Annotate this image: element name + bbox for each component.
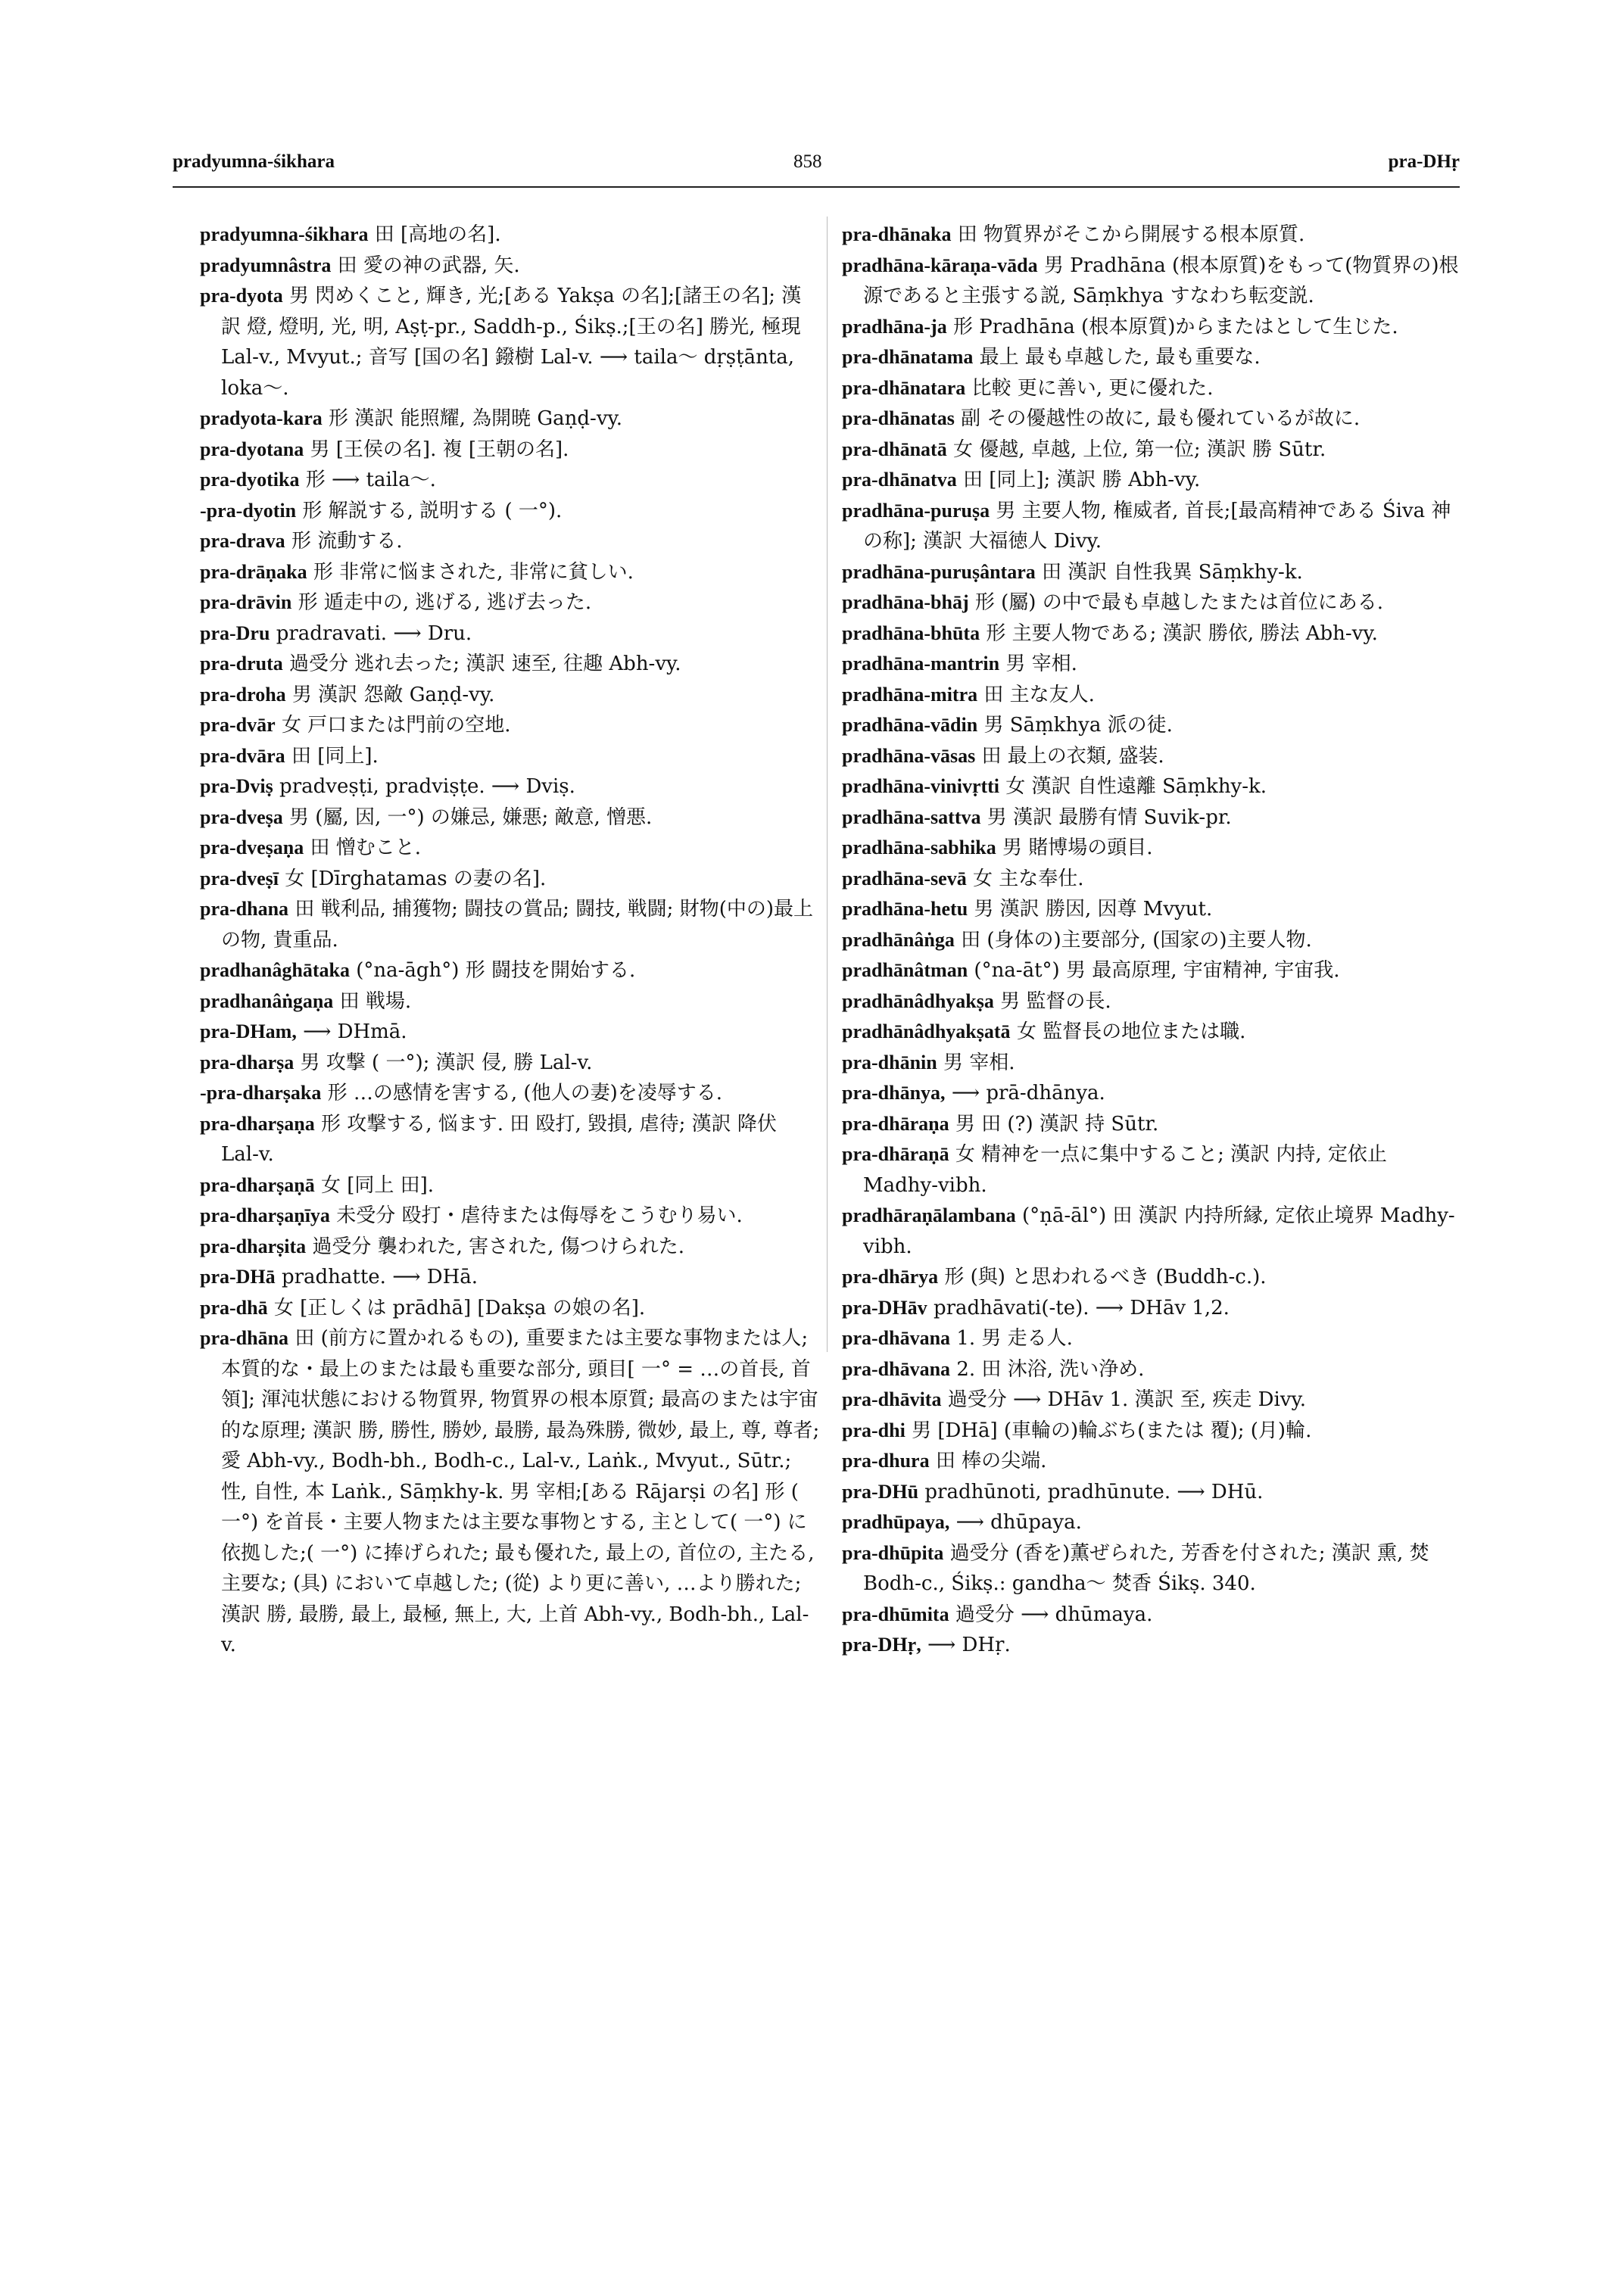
entry-headword: pradhāna-puruṣa xyxy=(842,499,990,522)
dictionary-entry xyxy=(842,864,1463,895)
entry-headword: pradhāna-sattva xyxy=(842,805,981,828)
dictionary-entry xyxy=(200,894,821,955)
header-right-headword: pra-DHṛ xyxy=(1388,151,1460,172)
entry-definition: 田 [同上]. xyxy=(291,744,379,768)
dictionary-entry xyxy=(842,1538,1463,1600)
entry-definition: (°na-āgh°) 形 闘技を開始する. xyxy=(356,959,636,982)
entry-definition: 形 …の感情を害する, (他人の妻)を凌辱する. xyxy=(327,1082,722,1104)
entry-headword: pra-DHū xyxy=(842,1480,919,1503)
entry-headword: pra-dhāvana xyxy=(842,1327,951,1349)
dictionary-entry xyxy=(200,281,821,403)
entry-definition: 田 (前方に置かれるもの), 重要または主要な事物または人; 本質的な・最上のまたは最も重要な部分, 頭目[ 一° = …の首長, 首領]; 渾沌状態における物質界, 物質界の根本原質; 最高のまたは宇宙的な原理; 漢訳 勝, 勝性, 勝妙, 最勝, 最為殊勝, 微妙, 最上, 尊, 尊者; 愛 Abh-vy., Bodh-bh., Bodh-c., Lal-v., Laṅk., Mvyut., Sūtr.; 性, 自性, 本 Laṅk., Sāṃkhy-k. 男 宰相;[ある Rājarṣi の名] 形 ( 一°) を首長・主要人物または主要な事物とする, 主として( 一°) に依拠した;( 一°) に捧げられた; 最も優れた, 最上の, 首位の, 主たる, 主要な; (具) において卓越した; (從) より更に善い, …より勝れた; 漢訳 勝, 最勝, 最上, 最極, 無上, 大, 上首 Abh-vy., Bodh-bh., Lal-v. xyxy=(221,1327,820,1656)
dictionary-entry xyxy=(200,1017,821,1048)
entry-definition: 田 漢訳 自性我異 Sāṃkhy-k. xyxy=(1042,560,1303,584)
entry-headword: pra-dharṣita xyxy=(200,1235,307,1257)
entry-headword: pra-Dru xyxy=(200,622,270,644)
entry-headword: pra-droha xyxy=(200,683,286,706)
dictionary-entry xyxy=(842,1477,1463,1508)
dictionary-entry xyxy=(200,1170,821,1201)
entry-headword: pra-dhura xyxy=(842,1450,930,1472)
entry-headword: -pra-dharṣaka xyxy=(200,1082,322,1104)
entry-definition: 田 最上の衣類, 盛装. xyxy=(981,744,1164,768)
entry-definition: pradravati. ⟶ Dru. xyxy=(276,622,472,645)
entry-headword: pradhanâṅgaṇa xyxy=(200,989,334,1012)
entry-headword: pra-DHam, xyxy=(200,1020,297,1042)
entry-definition: 最上 最も卓越した, 最も重要な. xyxy=(979,346,1261,369)
entry-definition: (°ṇā-āl°) 田 漢訳 内持所縁, 定依止境界 Madhy-vibh. xyxy=(863,1204,1455,1258)
entry-definition: 形 Pradhāna (根本原質)からまたはとして生じた. xyxy=(952,315,1398,338)
entry-definition: 田 憎むこと. xyxy=(310,837,422,859)
entry-headword: pradyumna-śikhara xyxy=(200,223,369,245)
dictionary-entry xyxy=(842,1323,1463,1354)
entry-definition: pradhūnoti, pradhūnute. ⟶ DHū. xyxy=(924,1480,1264,1503)
dictionary-entry xyxy=(200,618,821,650)
dictionary-entry xyxy=(200,1078,821,1109)
dictionary-entry xyxy=(842,1446,1463,1477)
entry-headword: pra-dhūmita xyxy=(842,1603,949,1625)
dictionary-entry xyxy=(200,435,821,466)
entry-definition: 田 [高地の名]. xyxy=(374,223,501,246)
entry-headword: pradhāna-sabhika xyxy=(842,837,996,858)
entry-definition: 1. 男 走る人. xyxy=(956,1327,1073,1350)
entry-definition: pradhāvati(-te). ⟶ DHāv 1,2. xyxy=(933,1296,1230,1319)
dictionary-entry xyxy=(842,1139,1463,1201)
entry-definition: 男 攻撃 ( 一°); 漢訳 侵, 勝 Lal-v. xyxy=(300,1051,593,1074)
dictionary-entry xyxy=(200,1232,821,1263)
entry-definition: 未受分 殴打・虐待または侮辱をこうむり易い. xyxy=(336,1204,743,1227)
entry-headword: pra-drāṇaka xyxy=(200,560,307,583)
page-number: 858 xyxy=(793,151,822,172)
entry-headword: pra-dveṣa xyxy=(200,805,283,828)
entry-definition: 男 Pradhāna (根本原質)をもって(物質界の)根源であると主張する説, Sāṃkhya すなわち転変説. xyxy=(863,254,1459,307)
entry-definition: 男 漢訳 勝因, 因尊 Mvyut. xyxy=(974,898,1213,921)
dictionary-entry xyxy=(200,771,821,802)
entry-definition: 形 遁走中の, 逃げる, 逃げ去った. xyxy=(298,591,592,614)
entry-headword: pra-dvār xyxy=(200,714,276,736)
dictionary-entry xyxy=(200,557,821,588)
entry-headword: pra-dveṣaṇa xyxy=(200,837,304,858)
dictionary-entry xyxy=(200,710,821,741)
entry-headword: pra-DHāv xyxy=(842,1296,927,1319)
dictionary-entry xyxy=(842,710,1463,741)
dictionary-entry xyxy=(842,373,1463,404)
entry-definition: 形 漢訳 能照耀, 為開暁 Gaṇḍ-vy. xyxy=(329,407,623,430)
dictionary-entry xyxy=(200,649,821,680)
entry-definition: ⟶ prā-dhānya. xyxy=(951,1082,1105,1104)
entry-definition: 男 (屬, 因, 一°) の嫌忌, 嫌悪; 敵意, 憎悪. xyxy=(289,805,653,829)
entry-definition: 形 (屬) の中で最も卓越したまたは首位にある. xyxy=(974,591,1383,614)
entry-definition: 男 漢訳 怨敵 Gaṇḍ-vy. xyxy=(291,683,495,706)
dictionary-entry xyxy=(842,312,1463,343)
entry-headword: pra-dhānatā xyxy=(842,438,947,460)
entry-definition: 過受分 ⟶ dhūmaya. xyxy=(955,1603,1153,1626)
entry-definition: 形 流動する. xyxy=(291,530,403,553)
entry-headword: pra-dhā xyxy=(200,1296,268,1319)
column-divider xyxy=(827,217,828,1352)
entry-headword: pra-dhāvita xyxy=(842,1388,942,1410)
dictionary-entry xyxy=(842,741,1463,772)
entry-headword: pra-dhānin xyxy=(842,1051,937,1073)
entry-headword: pradhāna-vāsas xyxy=(842,744,976,767)
entry-definition: 男 Sāṃkhya 派の徒. xyxy=(983,714,1173,737)
entry-headword: pra-dhāna xyxy=(200,1327,289,1349)
entry-headword: pra-drāvin xyxy=(200,591,292,613)
dictionary-entry xyxy=(200,802,821,833)
dictionary-entry xyxy=(842,557,1463,588)
dictionary-entry xyxy=(842,1078,1463,1109)
dictionary-entry xyxy=(842,1293,1463,1324)
dictionary-entry xyxy=(200,864,821,895)
entry-definition: 男 漢訳 最勝有情 Suvik-pr. xyxy=(987,805,1232,829)
entry-definition: 女 主な奉仕. xyxy=(972,867,1084,890)
dictionary-entry xyxy=(842,1600,1463,1631)
entry-headword: pra-dhāvana xyxy=(842,1357,951,1380)
entry-headword: pra-dharṣaṇīya xyxy=(200,1204,330,1226)
entry-definition: 女 [同上 田]. xyxy=(320,1173,435,1197)
entry-headword: pra-dyota xyxy=(200,285,283,307)
entry-headword: pra-dhūpita xyxy=(842,1541,944,1564)
entry-definition: 過受分 襲われた, 害された, 傷つけられた. xyxy=(312,1235,684,1258)
left-column xyxy=(200,220,821,1661)
entry-definition: 副 その優越性の故に, 最も優れているが故に. xyxy=(961,407,1361,430)
entry-headword: pra-dvāra xyxy=(200,744,285,767)
entry-headword: pra-dhānatama xyxy=(842,346,974,368)
entry-headword: pra-dhārya xyxy=(842,1266,939,1288)
dictionary-entry xyxy=(842,1416,1463,1447)
entry-definition: pradhatte. ⟶ DHā. xyxy=(281,1266,478,1288)
entry-headword: pra-dhānaka xyxy=(842,223,952,245)
dictionary-entry xyxy=(842,1354,1463,1385)
dictionary-entry xyxy=(842,802,1463,833)
dictionary-entry xyxy=(200,403,821,435)
entry-headword: pradhāna-hetu xyxy=(842,898,968,920)
entry-definition: 女 精神を一点に集中すること; 漢訳 内持, 定依止 Madhy-vibh. xyxy=(863,1143,1387,1197)
entry-headword: pradhāna-kāraṇa-vāda xyxy=(842,254,1038,276)
entry-headword: pradhānâdhyakṣatā xyxy=(842,1020,1011,1042)
entry-definition: 女 漢訳 自性遠離 Sāṃkhy-k. xyxy=(1005,775,1267,798)
entry-definition: 田 物質界がそこから開展する根本原質. xyxy=(957,223,1305,246)
entry-definition: 田 [同上]; 漢訳 勝 Abh-vy. xyxy=(962,469,1201,491)
entry-headword: pradyota-kara xyxy=(200,407,323,429)
dictionary-entry xyxy=(842,925,1463,956)
dictionary-entry xyxy=(842,435,1463,466)
entry-headword: pra-dharṣa xyxy=(200,1051,295,1073)
entry-definition: 形 (與) と思われるべき (Buddh-c.). xyxy=(944,1266,1267,1288)
dictionary-entry xyxy=(842,986,1463,1017)
dictionary-entry xyxy=(842,1385,1463,1416)
dictionary-entry xyxy=(842,833,1463,864)
entry-headword: pra-druta xyxy=(200,653,283,675)
entry-headword: pradhānâtman xyxy=(842,959,968,981)
dictionary-entry xyxy=(200,220,821,251)
entry-headword: pra-dhana xyxy=(200,898,289,920)
dictionary-entry xyxy=(200,955,821,986)
entry-headword: pra-dharṣaṇā xyxy=(200,1173,315,1196)
dictionary-entry xyxy=(842,955,1463,986)
entry-definition: 男 田 (?) 漢訳 持 Sūtr. xyxy=(955,1112,1159,1136)
dictionary-entry xyxy=(842,649,1463,680)
entry-headword: pradhāna-puruṣântara xyxy=(842,560,1036,583)
entry-headword: pradyumnâstra xyxy=(200,254,332,276)
entry-headword: pradhanâghātaka xyxy=(200,959,350,981)
entry-headword: pradhāna-sevā xyxy=(842,867,967,889)
dictionary-entry xyxy=(842,496,1463,557)
entry-definition: 男 閃めくこと, 輝き, 光;[ある Yakṣa の名];[諸王の名]; 漢訳 燈, 燈明, 光, 明, Aṣṭ-pr., Saddh-p., Śikṣ.;[王の名] 勝光, 極現 Lal-v., Mvyut.; 音写 [国の名] 鏺樹 Lal-v. ⟶ taila〜 dṛṣṭānta, loka〜. xyxy=(221,285,802,400)
entry-definition: 形 非常に悩まされた, 非常に貧しい. xyxy=(313,560,634,584)
entry-headword: pradhāna-vādin xyxy=(842,714,978,736)
dictionary-entry xyxy=(200,833,821,864)
entry-definition: pradveṣṭi, pradviṣṭe. ⟶ Dviṣ. xyxy=(279,775,575,798)
entry-headword: pra-dhānatas xyxy=(842,407,955,429)
page-header xyxy=(173,147,1460,180)
entry-headword: pra-dhi xyxy=(842,1419,906,1441)
entry-definition: 過受分 (香を)薫ぜられた, 芳香を付された; 漢訳 熏, 焚 Bodh-c., Śikṣ.: gandha〜 焚香 Śikṣ. 340. xyxy=(863,1541,1429,1595)
entry-definition: ⟶ dhūpaya. xyxy=(955,1511,1082,1534)
entry-headword: pra-DHā xyxy=(200,1266,276,1288)
dictionary-entry xyxy=(842,680,1463,711)
entry-definition: 田 戦利品, 捕獲物; 闘技の賞品; 闘技, 戦闘; 財物(中の)最上の物, 貴重品. xyxy=(221,898,813,952)
dictionary-entry xyxy=(842,1109,1463,1140)
dictionary-entry xyxy=(200,587,821,618)
entry-definition: 田 (身体の)主要部分, (国家の)主要人物. xyxy=(961,928,1312,952)
entry-headword: pra-dyotika xyxy=(200,469,300,491)
dictionary-entry xyxy=(842,403,1463,435)
entry-headword: pradhānâdhyakṣa xyxy=(842,989,994,1012)
entry-headword: pradhānâṅga xyxy=(842,928,955,951)
entry-headword: pra-dhānatara xyxy=(842,376,966,399)
entry-headword: pradhūpaya, xyxy=(842,1511,950,1533)
entry-definition: 過受分 ⟶ DHāv 1. 漢訳 至, 疾走 Divy. xyxy=(947,1388,1306,1411)
entry-definition: 男 主要人物, 権威者, 首長;[最高精神である Śiva 神の称]; 漢訳 大福徳人 Divy. xyxy=(863,499,1451,553)
entry-headword: pra-dhānya, xyxy=(842,1082,946,1104)
entry-headword: pradhāna-ja xyxy=(842,315,947,338)
dictionary-entry xyxy=(200,526,821,557)
dictionary-entry xyxy=(200,496,821,527)
dictionary-entry xyxy=(200,465,821,496)
entry-definition: 田 戦場. xyxy=(339,989,412,1013)
entry-definition: 男 [王侯の名]. 複 [王朝の名]. xyxy=(310,438,569,461)
entry-headword: pradhāraṇālambana xyxy=(842,1204,1016,1226)
entry-definition: 比較 更に善い, 更に優れた. xyxy=(971,376,1214,400)
entry-definition: 女 優越, 卓越, 上位, 第一位; 漢訳 勝 Sūtr. xyxy=(952,438,1326,461)
entry-definition: 男 [DHā] (車輪の)輪ぶち(または 覆); (月)輪. xyxy=(912,1419,1312,1442)
dictionary-entry xyxy=(200,1293,821,1324)
entry-definition: 2. 田 沐浴, 洗い浄め. xyxy=(956,1357,1145,1381)
dictionary-entry xyxy=(842,618,1463,650)
entry-definition: 男 賭博場の頭目. xyxy=(1002,837,1153,859)
entry-definition: 女 監督長の地位または職. xyxy=(1016,1020,1246,1043)
entry-headword: pra-dyotana xyxy=(200,438,304,460)
entry-headword: pra-dhāraṇā xyxy=(842,1143,949,1165)
dictionary-entry xyxy=(200,986,821,1017)
dictionary-entry xyxy=(842,771,1463,802)
entry-headword: pradhāna-bhūta xyxy=(842,622,980,644)
dictionary-entry xyxy=(200,1323,821,1661)
right-column xyxy=(842,220,1463,1661)
entry-definition: 過受分 逃れ去った; 漢訳 速至, 往趣 Abh-vy. xyxy=(289,653,681,675)
dictionary-entry xyxy=(842,587,1463,618)
entry-headword: pra-DHṛ, xyxy=(842,1634,921,1656)
entry-definition: 女 [正しくは prādhā] [Dakṣa の娘の名]. xyxy=(273,1296,646,1319)
entry-definition: 女 [Dīrghatamas の妻の名]. xyxy=(285,867,547,890)
entry-headword: pra-dveṣī xyxy=(200,867,279,889)
entry-headword: -pra-dyotin xyxy=(200,499,297,522)
dictionary-entry xyxy=(200,251,821,282)
entry-headword: pradhāna-mitra xyxy=(842,683,978,706)
entry-definition: 形 主要人物である; 漢訳 勝依, 勝法 Abh-vy. xyxy=(986,622,1378,645)
dictionary-entry xyxy=(842,1017,1463,1048)
entry-definition: 形 解説する, 説明する ( 一°). xyxy=(302,499,563,522)
entry-headword: pra-dhānatva xyxy=(842,469,957,491)
dictionary-entry xyxy=(842,220,1463,251)
entry-definition: 男 監督の長. xyxy=(1000,989,1111,1013)
dictionary-entry xyxy=(842,1201,1463,1262)
entry-definition: 男 宰相. xyxy=(1005,653,1077,675)
entry-definition: 女 戸口または門前の空地. xyxy=(281,714,511,737)
entry-headword: pra-dharṣaṇa xyxy=(200,1112,315,1135)
dictionary-entry xyxy=(842,465,1463,496)
dictionary-entry xyxy=(842,1507,1463,1538)
dictionary-entry xyxy=(200,1109,821,1170)
entry-definition: 田 棒の尖端. xyxy=(935,1450,1047,1472)
entry-definition: ⟶ DHṛ. xyxy=(927,1634,1011,1656)
dictionary-entry xyxy=(200,1201,821,1232)
dictionary-entry xyxy=(842,342,1463,373)
dictionary-entry xyxy=(200,741,821,772)
entry-definition: 形 攻撃する, 悩ます. 田 殴打, 毀損, 虐待; 漢訳 降伏 Lal-v. xyxy=(221,1112,777,1166)
entry-definition: 田 主な友人. xyxy=(983,683,1095,706)
entry-definition: ⟶ DHmā. xyxy=(303,1020,407,1043)
header-left-headword: pradyumna-śikhara xyxy=(173,151,335,172)
dictionary-entry xyxy=(200,680,821,711)
entry-headword: pradhāna-vinivṛtti xyxy=(842,775,1000,797)
dictionary-entry xyxy=(200,1048,821,1079)
entry-headword: pra-dhāraṇa xyxy=(842,1112,949,1135)
entry-definition: 形 ⟶ taila〜. xyxy=(305,469,436,491)
dictionary-entry xyxy=(200,1262,821,1293)
entry-definition: (°na-āt°) 男 最高原理, 宇宙精神, 宇宙我. xyxy=(974,959,1340,982)
dictionary-entry xyxy=(842,1630,1463,1661)
entry-definition: 田 愛の神の武器, 矢. xyxy=(337,254,520,277)
entry-headword: pra-Dviṣ xyxy=(200,775,273,797)
dictionary-entry xyxy=(842,1262,1463,1293)
entry-headword: pradhāna-bhāj xyxy=(842,591,969,613)
entry-definition: 男 宰相. xyxy=(943,1051,1015,1074)
dictionary-entry xyxy=(842,894,1463,925)
dictionary-entry xyxy=(842,251,1463,312)
entry-headword: pra-drava xyxy=(200,530,285,552)
dictionary-entry xyxy=(842,1048,1463,1079)
header-rule xyxy=(173,186,1460,188)
entry-headword: pradhāna-mantrin xyxy=(842,653,1000,675)
